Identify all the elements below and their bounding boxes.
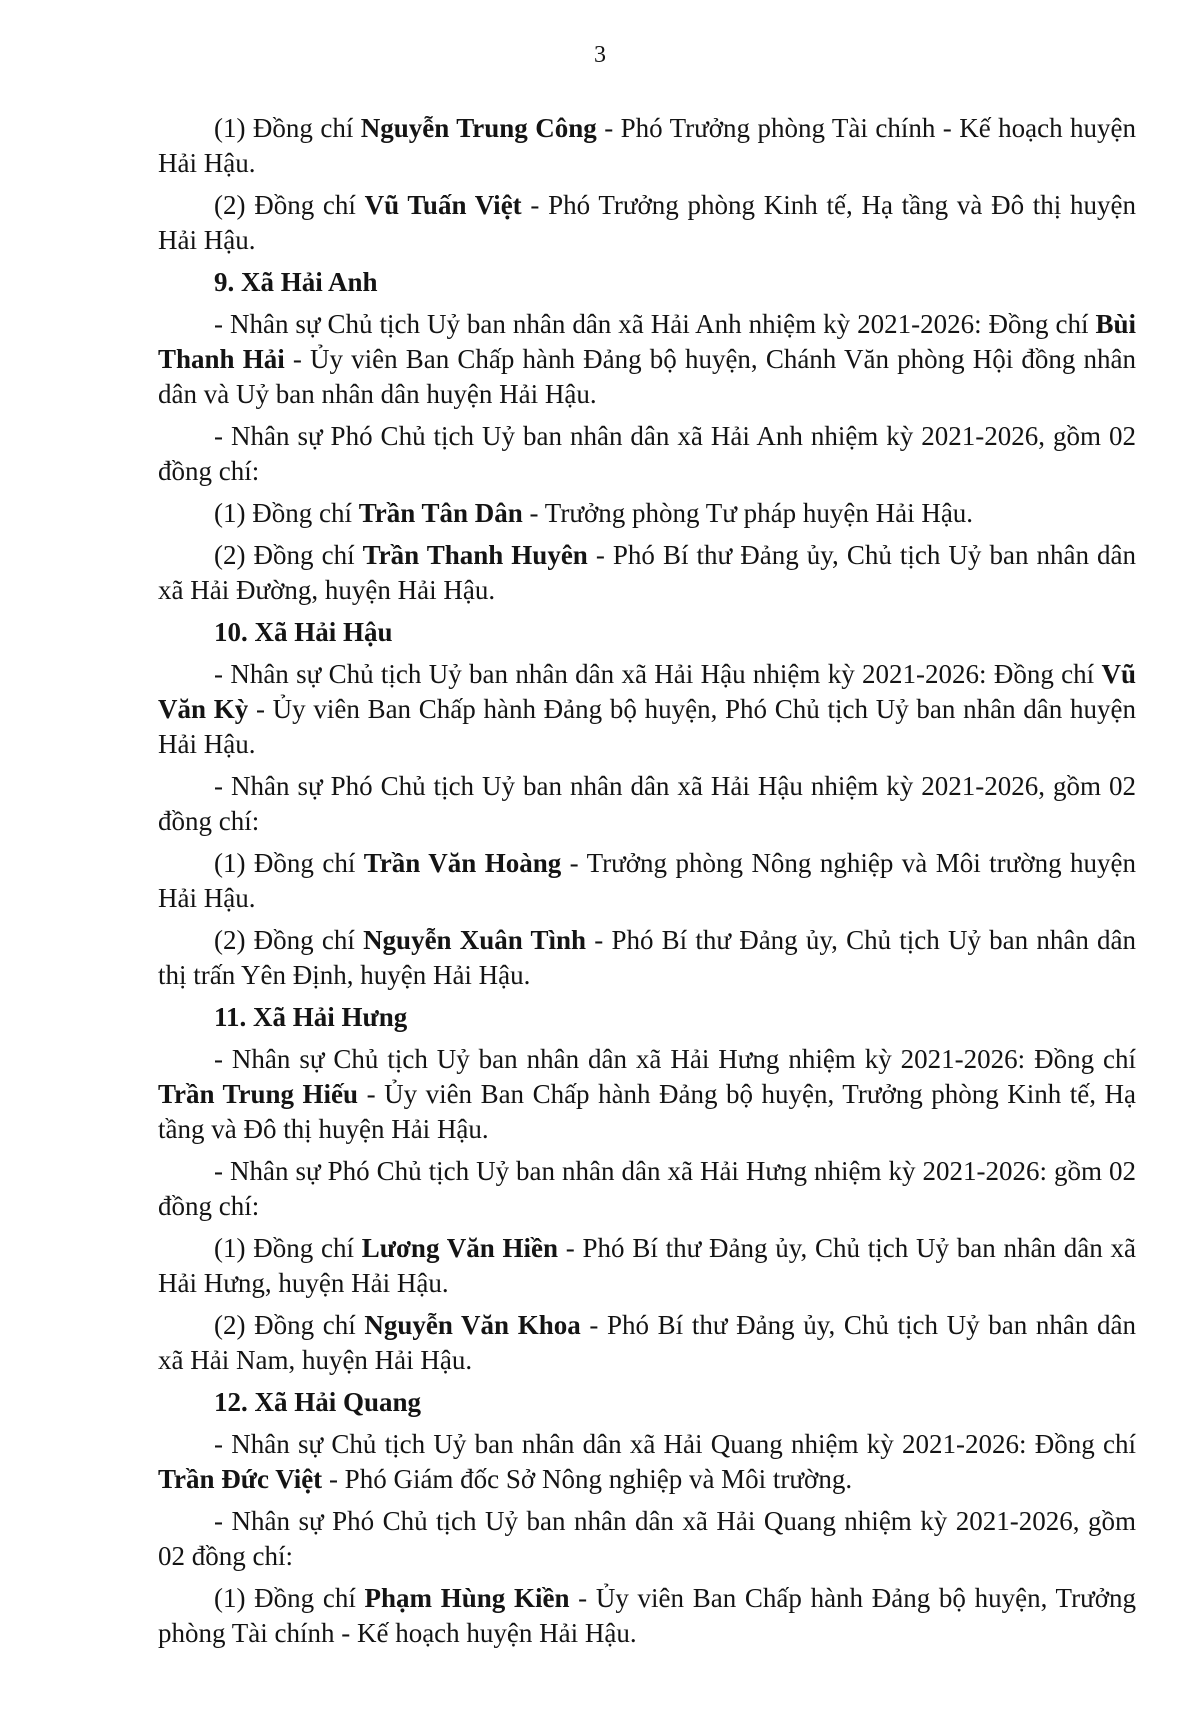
text-run: (1) Đồng chí <box>214 847 364 878</box>
person-name: Lương Văn Hiền <box>361 1232 559 1263</box>
text-run: (1) Đồng chí <box>214 1582 365 1613</box>
text-run: - Ủy viên Ban Chấp hành Đảng bộ huyện, Trưởng phòng Kinh tế, Hạ tầng và Đô thị huyện Hải Hậu. <box>158 1078 1136 1144</box>
text-run: - Nhân sự Phó Chủ tịch Uỷ ban nhân dân xã Hải Anh nhiệm kỳ 2021-2026, gồm 02 đồng chí: <box>158 421 1136 487</box>
paragraph <box>158 1427 1136 1497</box>
text-run: - Nhân sự Phó Chủ tịch Uỷ ban nhân dân xã Hải Quang nhiệm kỳ 2021-2026, gồm 02 đồng chí: <box>158 1505 1136 1571</box>
text-run: - Nhân sự Chủ tịch Uỷ ban nhân dân xã Hải Hưng nhiệm kỳ 2021-2026: Đồng chí <box>214 1043 1136 1074</box>
text-run: - Phó Bí thư Đảng ủy, Chủ tịch Uỷ ban nhân dân xã Hải Đường, huyện Hải Hậu. <box>158 539 1137 605</box>
person-name: Nguyễn Văn Khoa <box>364 1309 581 1340</box>
paragraph <box>158 1581 1136 1651</box>
paragraph <box>158 419 1136 489</box>
section-heading: 9. Xã Hải Anh <box>214 267 378 297</box>
text-run: - Nhân sự Phó Chủ tịch Uỷ ban nhân dân xã Hải Hậu nhiệm kỳ 2021-2026, gồm 02 đồng chí: <box>158 770 1136 836</box>
person-name: Nguyễn Xuân Tình <box>363 924 587 955</box>
text-run: - Nhân sự Chủ tịch Uỷ ban nhân dân xã Hải Hậu nhiệm kỳ 2021-2026: Đồng chí <box>214 658 1102 689</box>
section-heading: 11. Xã Hải Hưng <box>214 1001 408 1032</box>
text-run: - Nhân sự Chủ tịch Uỷ ban nhân dân xã Hải Anh nhiệm kỳ 2021-2026: Đồng chí <box>214 308 1096 339</box>
person-name: Trần Thanh Huyên <box>362 539 588 570</box>
text-run: - Trưởng phòng Tư pháp huyện Hải Hậu. <box>522 498 974 528</box>
paragraph <box>158 538 1136 608</box>
text-run: (1) Đồng chí <box>214 498 359 528</box>
text-run: - Ủy viên Ban Chấp hành Đảng bộ huyện, Trưởng phòng Tài chính - Kế hoạch huyện Hải Hậu. <box>158 1582 1136 1648</box>
person-name: Vũ Tuấn Việt <box>364 190 522 220</box>
paragraph <box>158 769 1136 839</box>
text-run: - Phó Bí thư Đảng ủy, Chủ tịch Uỷ ban nhân dân xã Hải Hưng, huyện Hải Hậu. <box>158 1232 1137 1298</box>
document-body <box>158 111 1136 1658</box>
text-run: (2) Đồng chí <box>214 190 365 220</box>
paragraph <box>158 111 1136 181</box>
person-name: Phạm Hùng Kiền <box>364 1582 570 1613</box>
text-run: - Phó Giám đốc Sở Nông nghiệp và Môi trường. <box>322 1463 853 1494</box>
text-run: - Ủy viên Ban Chấp hành Đảng bộ huyện, Phó Chủ tịch Uỷ ban nhân dân huyện Hải Hậu. <box>158 693 1136 759</box>
text-run: (1) Đồng chí <box>214 1232 362 1263</box>
person-name: Trần Trung Hiếu <box>158 1078 359 1109</box>
text-run: - Phó Trưởng phòng Tài chính - Kế hoạch huyện Hải Hậu. <box>158 113 1137 179</box>
person-name: Trần Đức Việt <box>158 1463 323 1494</box>
paragraph <box>158 1231 1136 1301</box>
paragraph <box>158 1154 1136 1224</box>
person-name: Trần Tân Dân <box>358 498 523 528</box>
text-run: - Ủy viên Ban Chấp hành Đảng bộ huyện, Chánh Văn phòng Hội đồng nhân dân và Uỷ ban nhân dân huyện Hải Hậu. <box>158 344 1137 410</box>
paragraph <box>158 657 1136 763</box>
paragraph <box>158 923 1136 993</box>
person-name: Nguyễn Trung Công <box>360 113 597 143</box>
text-run: (1) Đồng chí <box>214 113 361 143</box>
paragraph <box>158 188 1136 258</box>
paragraph <box>158 1308 1136 1378</box>
text-run: - Nhân sự Chủ tịch Uỷ ban nhân dân xã Hải Quang nhiệm kỳ 2021-2026: Đồng chí <box>214 1428 1136 1459</box>
text-run: - Nhân sự Phó Chủ tịch Uỷ ban nhân dân xã Hải Hưng nhiệm kỳ 2021-2026: gồm 02 đồng chí: <box>158 1155 1136 1221</box>
person-name: Vũ Văn Kỳ <box>158 658 1136 724</box>
paragraph <box>158 846 1136 916</box>
paragraph <box>158 1042 1136 1148</box>
page-number: 3 <box>594 42 606 68</box>
text-run: (2) Đồng chí <box>214 924 364 955</box>
person-name: Bùi Thanh Hải <box>158 308 1136 374</box>
person-name: Trần Văn Hoàng <box>363 847 562 878</box>
section-heading: 12. Xã Hải Quang <box>214 1386 422 1417</box>
text-run: - Trưởng phòng Nông nghiệp và Môi trường huyện Hải Hậu. <box>158 847 1136 913</box>
text-run: - Phó Bí thư Đảng ủy, Chủ tịch Uỷ ban nhân dân xã Hải Nam, huyện Hải Hậu. <box>158 1309 1136 1375</box>
text-run: (2) Đồng chí <box>214 539 363 570</box>
text-run: - Phó Trưởng phòng Kinh tế, Hạ tầng và Đô thị huyện Hải Hậu. <box>158 190 1137 256</box>
paragraph <box>158 496 1136 531</box>
paragraph <box>158 1504 1136 1574</box>
paragraph <box>158 307 1136 413</box>
text-run: (2) Đồng chí <box>214 1309 365 1340</box>
text-run: - Phó Bí thư Đảng ủy, Chủ tịch Uỷ ban nhân dân thị trấn Yên Định, huyện Hải Hậu. <box>158 924 1137 990</box>
section-heading: 10. Xã Hải Hậu <box>214 616 393 647</box>
